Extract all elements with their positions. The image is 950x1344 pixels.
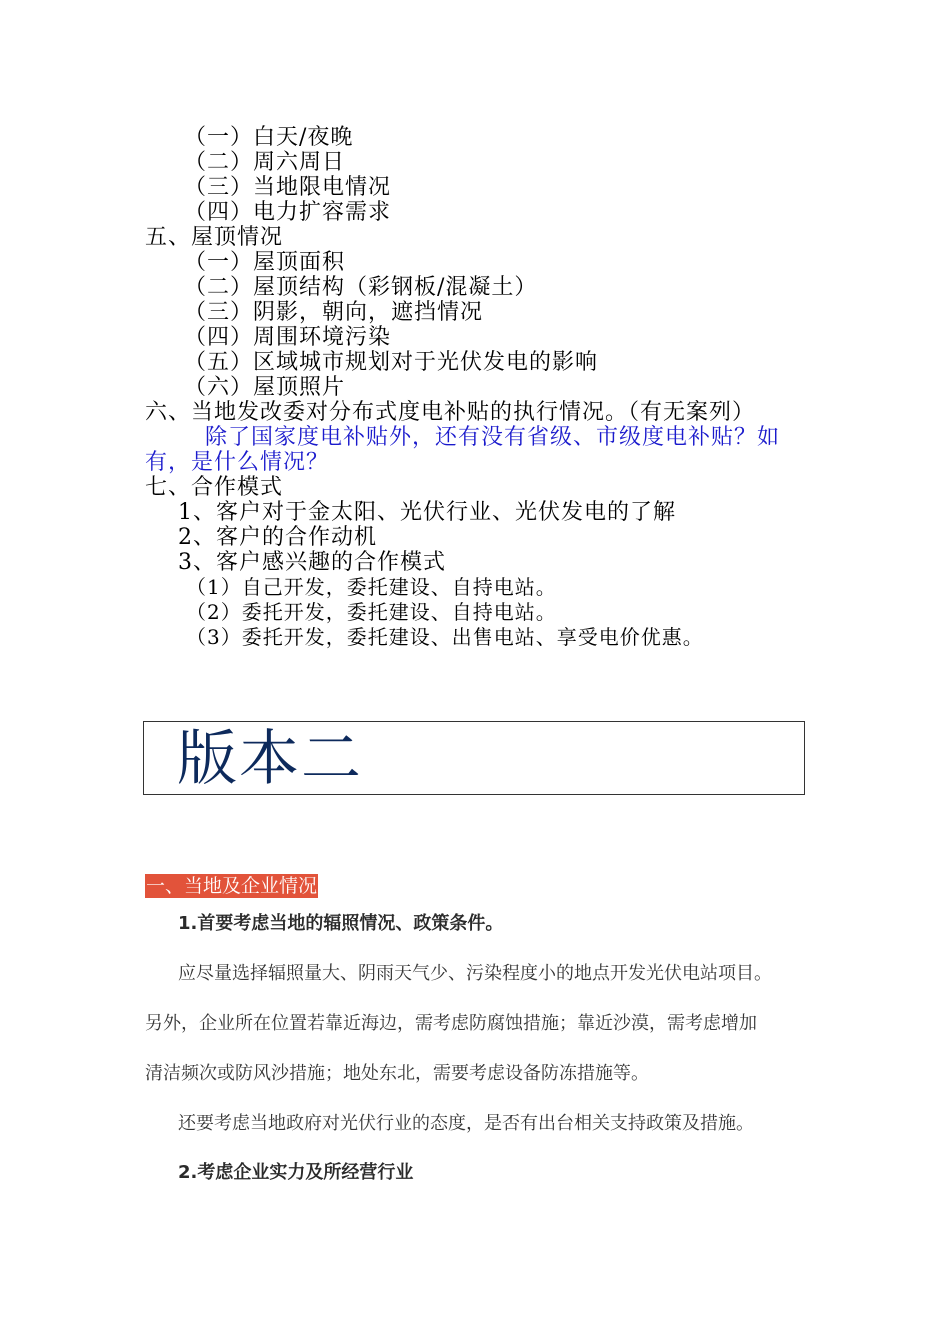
subheading-enterprise-strength: 2.考虑企业实力及所经营行业	[178, 1162, 414, 1183]
section-7-heading: 七、合作模式	[145, 475, 284, 500]
paragraph-1-line-3: 清洁频次或防风沙措施；地处东北，需要考虑设备防冻措施等。	[145, 1063, 649, 1084]
section-7-item-1: 1、客户对于金太阳、光伏行业、光伏发电的了解	[178, 500, 676, 525]
section-heading-local-enterprise: 一、当地及企业情况	[146, 875, 318, 897]
version-title-box	[143, 721, 805, 795]
section-7-sub-3: （3）委托开发，委托建设、出售电站、享受电价优惠。	[186, 625, 704, 649]
section-6-heading: 六、当地发改委对分布式度电补贴的执行情况。（有无案列）	[145, 400, 756, 425]
section-5-item-1: （一）屋顶面积	[184, 250, 346, 275]
paragraph-2: 还要考虑当地政府对光伏行业的态度，是否有出台相关支持政策及措施。	[178, 1113, 754, 1134]
section-7-sub-1: （1）自己开发，委托建设、自持电站。	[186, 575, 557, 599]
section-5-item-3: （三）阴影，朝向，遮挡情况	[184, 300, 484, 325]
outline-item-2: （二）周六周日	[184, 150, 346, 175]
section-5-item-4: （四）周围环境污染	[184, 325, 392, 350]
outline-item-1: （一）白天/夜晚	[184, 125, 354, 150]
section-5-heading: 五、屋顶情况	[145, 225, 284, 250]
paragraph-1-line-2: 另外，企业所在位置若靠近海边，需考虑防腐蚀措施；靠近沙漠，需考虑增加	[145, 1013, 757, 1034]
subheading-radiation-policy: 1.首要考虑当地的辐照情况、政策条件。	[178, 913, 504, 934]
subsidy-note-line-2: 有，是什么情况？	[145, 450, 330, 475]
section-5-item-5: （五）区域城市规划对于光伏发电的影响	[184, 350, 599, 375]
section-5-item-6: （六）屋顶照片	[184, 375, 346, 400]
outline-item-4: （四）电力扩容需求	[184, 200, 392, 225]
section-7-item-2: 2、客户的合作动机	[178, 525, 377, 550]
subsidy-note-line-1: 除了国家度电补贴外，还有没有省级、市级度电补贴？如	[205, 425, 781, 450]
paragraph-1-line-1: 应尽量选择辐照量大、阴雨天气少、污染程度小的地点开发光伏电站项目。	[178, 963, 772, 984]
version-title: 版本二	[177, 724, 363, 794]
section-7-item-3: 3、客户感兴趣的合作模式	[178, 550, 446, 575]
section-5-item-2: （二）屋顶结构（彩钢板/混凝土）	[184, 275, 538, 300]
outline-item-3: （三）当地限电情况	[184, 175, 392, 200]
section-7-sub-2: （2）委托开发，委托建设、自持电站。	[186, 600, 557, 624]
